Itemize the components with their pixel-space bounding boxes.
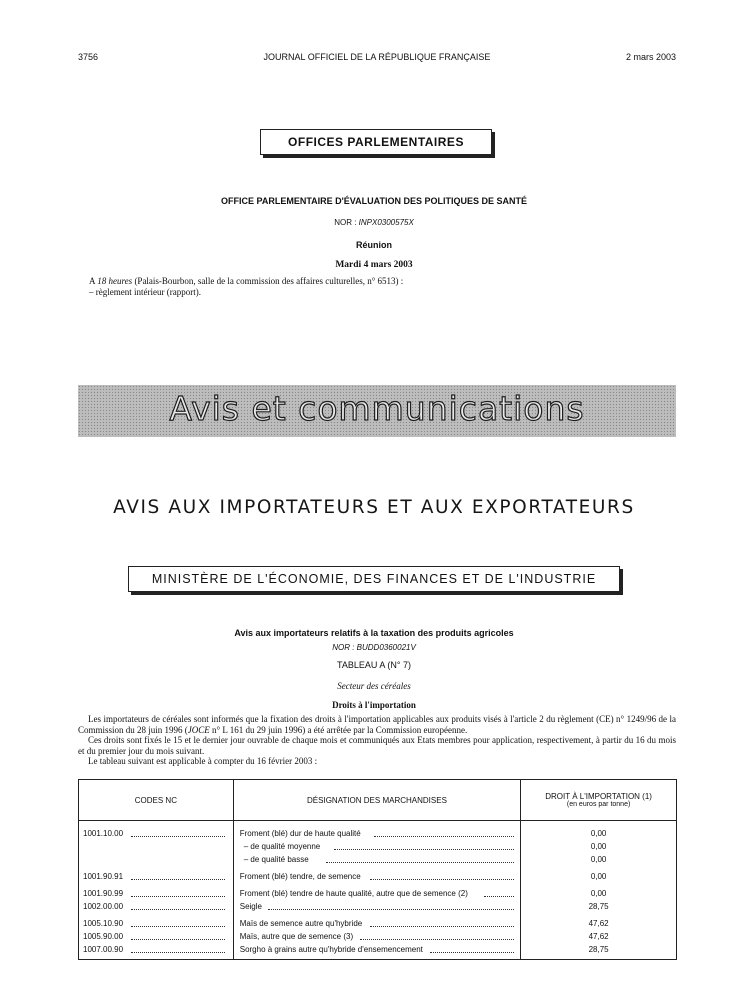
code-cell: 1002.00.00 [79,900,233,913]
designation-column [233,821,520,960]
office-nor [0,218,748,227]
droit-cell: 0,00 [590,889,607,898]
designation-cell: Froment (blé) tendre, de semence [234,870,520,883]
meeting-details [89,276,403,298]
designation-cell: Maïs de semence autre qu'hybride [234,917,520,930]
code-cell: 1001.10.00 [79,827,233,840]
code-cell: 1001.90.99 [79,887,233,900]
nor-label: NOR : [334,218,357,227]
section-title: AVIS AUX IMPORTATEURS ET AUX EXPORTATEURS [113,497,635,518]
meeting-date: Mardi 4 mars 2003 [335,260,413,270]
designation-cell: Froment (blé) tendre de haute qualité, autre que de semence (2) [234,887,520,900]
droit-cell: 47,62 [588,919,609,928]
meeting-line-2: – règlement intérieur (rapport). [89,287,201,297]
droit-cell: 0,00 [590,829,607,838]
designation-cell: Maïs, autre que de semence (3) [234,930,520,943]
reunion-heading: Réunion [356,240,392,250]
paragraph-1: Les importateurs de céréales sont informés que la fixation des droits à l'importation applicables aux produits visés à l'article 2 du règlement (CE) n° 1249/96 de la Commission du 28 juin 1996 (JOCE n° L 161 du 29 juin 1996) a été arrêtée par la Commission européenne. [78,714,676,735]
designation-cell: Sorgho à grains autre qu'hybride d'ensemencement [234,943,520,956]
import-duties-table [78,779,677,960]
journal-title: JOURNAL OFFICIEL DE LA RÉPUBLIQUE FRANÇAISE [263,52,491,62]
designation-cell: – de qualité moyenne [234,840,520,853]
droit-cell: 47,62 [588,932,609,941]
droit-cell: 28,75 [588,945,609,954]
page-header [78,52,676,66]
page-number: 3756 [78,52,99,62]
sector-name: Secteur des céréales [337,681,411,691]
designation-cell: – de qualité basse [234,853,520,866]
banner-text: Avis et communications [169,389,585,428]
designation-cell: Froment (blé) dur de haute qualité [234,827,520,840]
code-cell: 1001.90.91 [79,870,233,883]
designation-cell: Seigle [234,900,520,913]
notice-title: Avis aux importateurs relatifs à la taxation des produits agricoles [234,628,514,638]
notice-subtitle: Droits à l'importation [332,700,416,710]
code-cell: 1005.90.00 [79,930,233,943]
avis-banner [78,385,676,437]
codes-column [79,821,234,960]
table-name: TABLEAU A (N° 7) [337,660,411,670]
notice-nor: NOR : BUDD0360021V [332,643,416,652]
nor-code: INPX0300575X [358,218,414,227]
meeting-time: 18 heures [97,276,133,286]
meeting-line-1: A 18 heures (Palais-Bourbon, salle de la commission des affaires culturelles, n° 6513) : [89,276,404,286]
droit-cell: 28,75 [588,902,609,911]
droit-cell: 0,00 [590,855,607,864]
droit-cell: 0,00 [590,872,607,881]
notice-body [78,714,676,767]
ministry-title: MINISTÈRE DE L'ÉCONOMIE, DES FINANCES ET DE L'INDUSTRIE [128,566,620,592]
code-cell: 1007.00.90 [79,943,233,956]
col-droit-header: DROIT À L'IMPORTATION (1) (en euros par tonne) [521,780,677,821]
col-codes-header: CODES NC [79,780,234,821]
paragraph-3: Le tableau suivant est applicable à compter du 16 février 2003 : [88,756,318,766]
offices-parlementaires-title: OFFICES PARLEMENTAIRES [260,129,492,155]
office-name: OFFICE PARLEMENTAIRE D'ÉVALUATION DES POLITIQUES DE SANTÉ [221,196,527,206]
col-designation-header: DÉSIGNATION DES MARCHANDISES [233,780,520,821]
paragraph-2: Ces droits sont fixés le 15 et le dernier jour ouvrable de chaque mois et communiqués aux Etats membres pour application, respectivement, à partir du 16 du mois et du premier jour du mois suivant. [78,735,676,756]
code-cell: 1005.10.90 [79,917,233,930]
droit-column [521,821,677,960]
issue-date: 2 mars 2003 [625,52,676,62]
code-cell [79,853,233,866]
code-cell [79,840,233,853]
droit-cell: 0,00 [590,842,607,851]
